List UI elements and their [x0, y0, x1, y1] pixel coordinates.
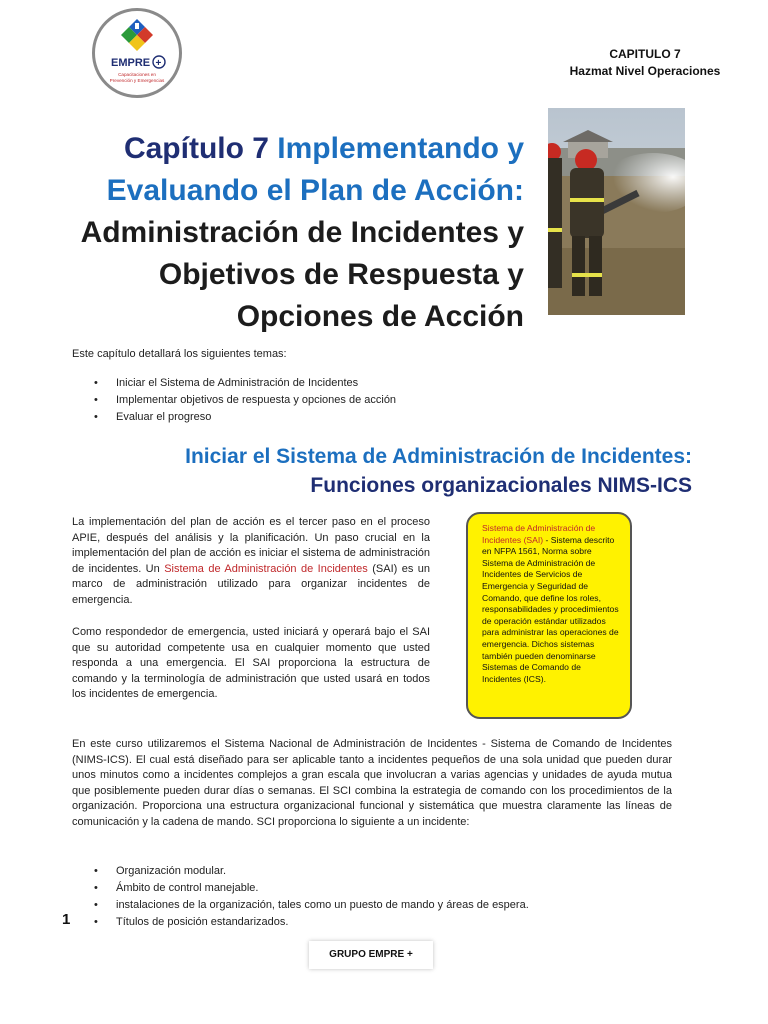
- logo-emblem-icon: [95, 11, 179, 95]
- chapter-title: [30, 128, 524, 338]
- chapter-header: [560, 46, 730, 80]
- chapter-subtitle: Hazmat Nivel Operaciones: [569, 64, 721, 78]
- paragraph-apie: [72, 515, 430, 608]
- callout-text: - Sistema descrito en NFPA 1561, Norma sobre Sistema de Administración de Incidentes de Servicios de Emergencia y Seguridad de Comando, que define los roles, responsabilidades y procedimientos de operación estándar utilizados para administrar las operaciones de emergencia. Dichos sistemas también pueden denominarse Sistemas de Comando de Incidentes (ICS).: [482, 534, 619, 684]
- paragraph-text: (SAI) es un marco de administración utilizado para organizar incidentes de emergencia.: [72, 562, 430, 606]
- page-number: 1: [62, 911, 71, 928]
- list-item: • Evaluar el progreso: [94, 409, 396, 426]
- paragraph-nims-ics: En este curso utilizaremos el Sistema Nacional de Administración de Incidentes - Sistema de Comando de Incidentes (NIMS-ICS). El cual está diseñado para ser aplicable tanto a incidentes pequeños de una sola unidad que pueden durar unos minutos como a incidentes complejos a gran escala que involucran a varias agencias y unidades de ayuda mutua que posiblemente pueden durar días o semanas. El SCI combina la estrategia de comando con los procedimientos de la organización. Proporciona una estructura organizacional funcional y sistemática que muestra claramente las líneas de comunicación y la cadena de mando. SCI proporciona lo siguiente a un incidente:: [72, 738, 672, 828]
- paragraph-text: La implementación del plan de acción es el tercer paso en el proceso APIE, después del análisis y la planificación. Un paso crucial en la implementación del plan de acción es iniciar el sistema de administración de incidentes. Un: [72, 516, 430, 575]
- chapter-label: CAPITULO 7: [609, 47, 681, 61]
- list-item: • Implementar objetivos de respuesta y opciones de acción: [94, 392, 396, 409]
- section-heading: [40, 442, 692, 500]
- sai-term-highlight: Sistema de Administración de Incidentes: [164, 562, 368, 575]
- svg-text:+: +: [155, 58, 162, 69]
- paragraph-responder: Como respondedor de emergencia, usted iniciará y operará bajo el SAI que su autoridad competente usa en cualquier momento que usted responda a una emergencia. El SAI proporciona la estructura de comando y la terminología de administración que usted usará en todos los incidentes de emergencia.: [72, 626, 430, 700]
- svg-text:Capacitaciones en: Capacitaciones en: [118, 72, 156, 77]
- company-logo: [92, 8, 182, 98]
- chapter-title-blue: Implementando y Evaluando el Plan de Acción:: [106, 132, 524, 207]
- intro-text: Este capítulo detallará los siguientes temas:: [72, 348, 287, 360]
- list-item: • Iniciar el Sistema de Administración de Incidentes: [94, 375, 396, 392]
- callout-term: Sistema de Administración de Incidentes (SAI): [482, 523, 596, 545]
- section-heading-line2: Funciones organizacionales NIMS-ICS: [310, 474, 692, 497]
- list-item: • Organización modular.: [94, 863, 529, 880]
- chapter-title-dark: Administración de Incidentes y Objetivos de Respuesta y Opciones de Acción: [80, 216, 524, 333]
- definition-callout: [466, 512, 632, 719]
- firefighters-photo: [548, 108, 685, 315]
- list-item: • Ámbito de control manejable.: [94, 880, 529, 897]
- footer-label: GRUPO EMPRE +: [309, 941, 433, 969]
- svg-text:Prevención y Emergencias: Prevención y Emergencias: [109, 78, 165, 83]
- list-item: • Títulos de posición estandarizados.: [94, 914, 529, 931]
- topics-list: [94, 375, 396, 426]
- chapter-title-number: Capítulo 7: [123, 132, 269, 165]
- svg-text:EMPRE: EMPRE: [111, 57, 151, 69]
- section-heading-line1: Iniciar el Sistema de Administración de Incidentes:: [185, 445, 692, 468]
- list-item: • instalaciones de la organización, tales como un puesto de mando y áreas de espera.: [94, 897, 529, 914]
- ics-features-list: [94, 863, 529, 931]
